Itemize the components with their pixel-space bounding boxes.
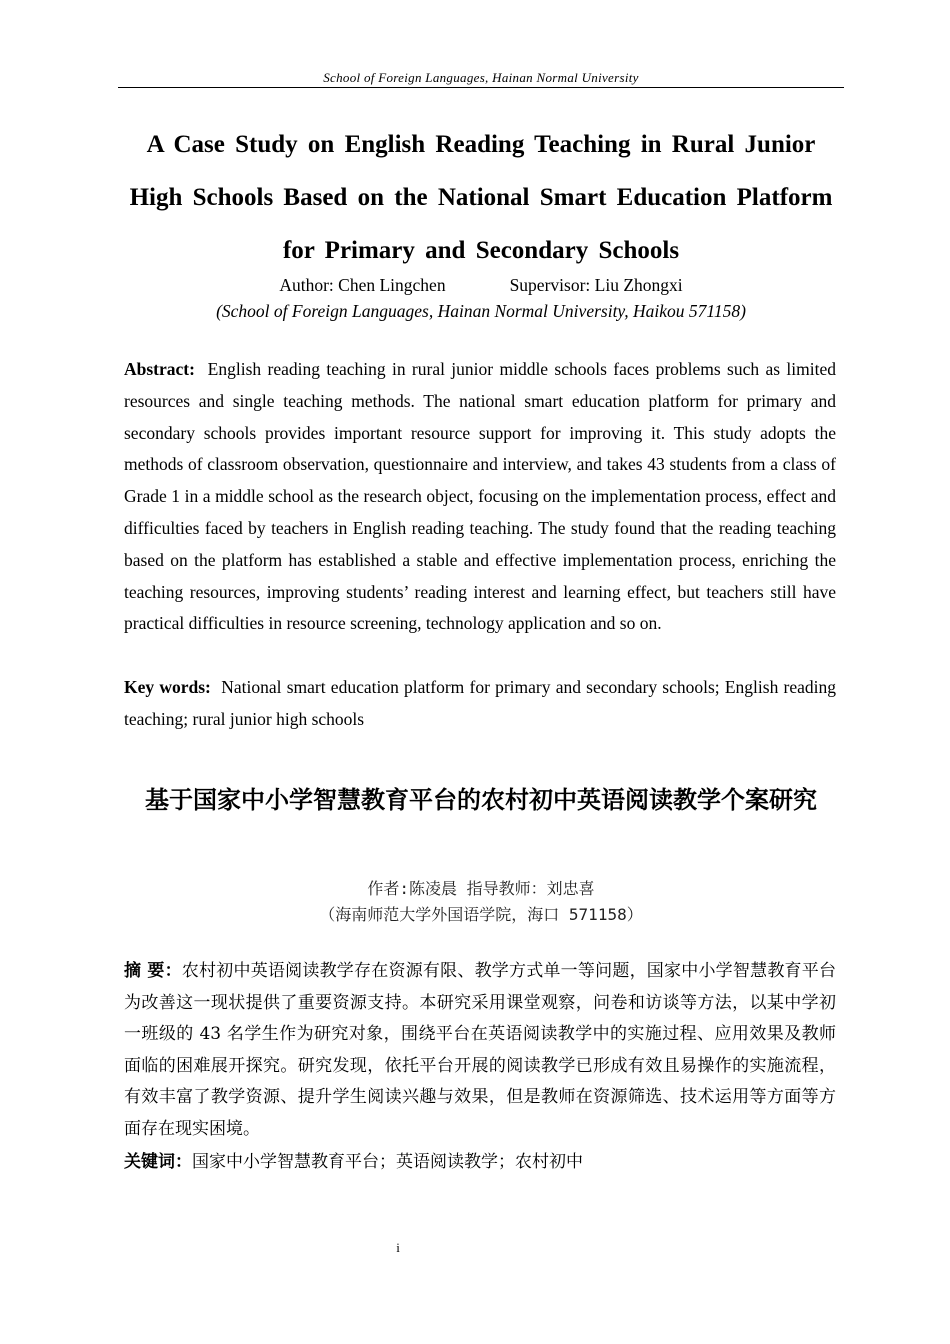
page-number: i	[396, 1240, 400, 1255]
english-affiliation: (School of Foreign Languages, Hainan Normal University, Haikou 571158)	[216, 301, 746, 321]
chinese-author-line: 作者:陈凌晨 指导教师：刘忠喜	[367, 879, 595, 898]
english-author: Author: Chen Lingchen	[279, 275, 446, 295]
english-supervisor: Supervisor: Liu Zhongxi	[509, 275, 683, 295]
chinese-abstract-text: 农村初中英语阅读教学存在资源有限、教学方式单一等问题，国家中小学智慧教育平台为改善这一现状提供了重要资源支持。本研究采用课堂观察，问卷和访谈等方法，以某中学初一班级的 43 名学生作为研究对象，围绕平台在英语阅读教学中的实施过程、应用效果及教师面临的困难展开探究。研究发现，依托平台开展的阅读教学已形成有效且易操作的实施流程，有效丰富了教学资源、提升学生阅读兴趣与效果，但是教师在资源筛选、技术运用等方面等方面存在现实困境。	[124, 961, 837, 1139]
chinese-keywords-label: 关键词：	[124, 1152, 192, 1172]
english-abstract	[124, 354, 836, 640]
chinese-keywords	[124, 1147, 836, 1179]
english-keywords	[124, 672, 836, 736]
chinese-title: 基于国家中小学智慧教育平台的农村初中英语阅读教学个案研究	[145, 786, 817, 814]
english-abstract-text: English reading teaching in rural junior middle schools faces problems such as limited resources and single teaching methods. The national smart education platform for primary and secondary schools provides important resource support for improving it. This study adopts the methods of classroom observation, questionnaire and interview, and takes 43 students from a class of Grade 1 in a middle school as the research object, focusing on the implementation process, effect and difficulties faced by teachers in English reading teaching. The study found that the reading teaching based on the platform has established a stable and effective implementation process, enriching the teaching resources, improving students’ reading interest and learning effect, but teachers still have practical difficulties in resource screening, technology application and so on.	[124, 359, 836, 634]
english-keywords-label: Key words:	[124, 677, 211, 697]
header-rule	[118, 87, 844, 88]
chinese-keywords-text: 国家中小学智慧教育平台；英语阅读教学；农村初中	[192, 1152, 583, 1172]
chinese-abstract-label: 摘 要：	[124, 961, 182, 981]
english-abstract-label: Abstract:	[124, 359, 195, 379]
english-keywords-text: National smart education platform for primary and secondary schools; English reading teaching; rural junior high schools	[124, 677, 837, 729]
chinese-abstract	[124, 956, 836, 1146]
chinese-affiliation: （海南师范大学外国语学院，海口 571158）	[319, 905, 643, 924]
english-title: A Case Study on English Reading Teaching in Rural Junior High Schools Based on the National Smart Education Platform for Primary and Secondary Schools	[129, 131, 833, 264]
running-header: School of Foreign Languages, Hainan Normal University	[323, 70, 639, 85]
english-author-line	[118, 275, 844, 296]
